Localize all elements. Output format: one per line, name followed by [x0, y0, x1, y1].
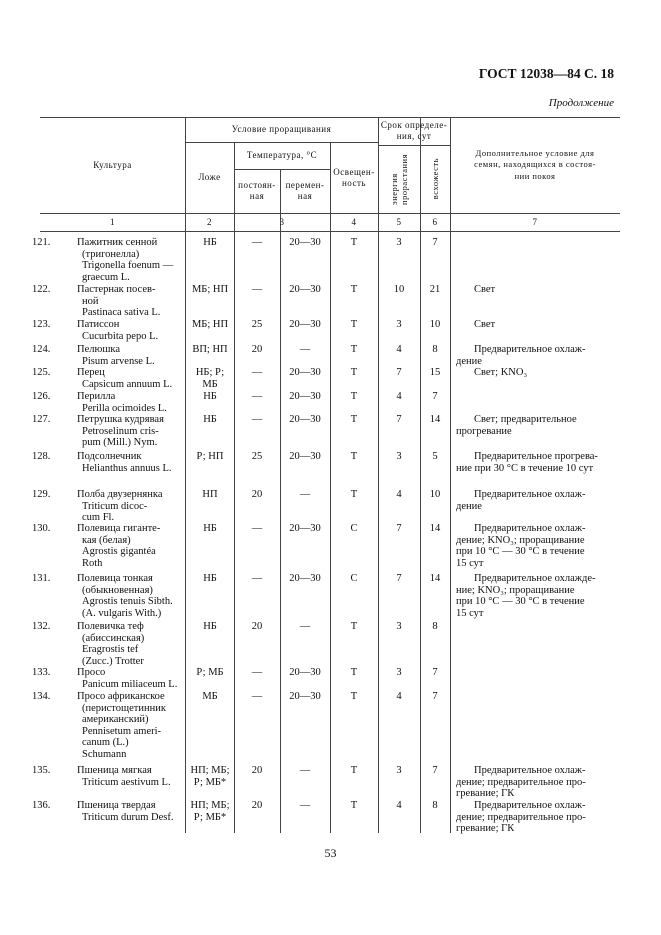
culture-cell	[32, 489, 185, 524]
additional-cell	[456, 284, 606, 296]
culture-line: ной	[82, 295, 99, 307]
row-number: 130.	[32, 523, 51, 534]
culture-cell	[32, 800, 185, 823]
temp-constant: —	[251, 367, 263, 378]
lighting-cell: Т	[350, 344, 358, 355]
culture-cell	[32, 765, 185, 788]
culture-line: (перистощетинник	[82, 702, 166, 714]
th-lighting: Освещен- ность	[333, 166, 375, 188]
th-germination: всхожесть	[430, 158, 440, 200]
temp-constant: —	[251, 573, 263, 584]
temp-constant: —	[251, 414, 263, 425]
additional-line: прогревание	[456, 425, 512, 437]
culture-line	[32, 691, 185, 703]
row-number: 127.	[32, 414, 51, 425]
energy-cell: 3	[396, 621, 402, 632]
row-number: 125.	[32, 367, 51, 378]
row-number: 124.	[32, 344, 51, 355]
germination-cell: 8	[432, 621, 438, 632]
culture-line	[32, 523, 185, 535]
temp-constant: 20	[251, 765, 263, 776]
additional-line: Предварительное охлаж-	[474, 523, 586, 534]
additional-line: Свет	[474, 319, 496, 330]
culture-cell	[32, 391, 185, 414]
temp-variable: 20—30	[289, 237, 321, 248]
row-number: 121.	[32, 237, 51, 248]
temp-variable: 20—30	[289, 451, 321, 462]
additional-line: Предварительное охлажде-	[474, 573, 596, 584]
culture-cell	[32, 691, 185, 761]
culture-cell	[32, 344, 185, 367]
culture-cell	[32, 573, 185, 619]
culture-line	[32, 284, 185, 296]
additional-cell	[456, 765, 606, 800]
culture-line: Petroselinum cris-	[82, 425, 159, 437]
colnum: 4	[351, 216, 357, 227]
bed-cell	[186, 621, 234, 633]
culture-cell	[32, 523, 185, 569]
th-temperature: Температура, °С	[246, 150, 318, 160]
germination-cell: 7	[432, 237, 438, 248]
culture-line: Pennisetum ameri-	[82, 725, 162, 737]
culture-name: Полба двузернянка	[77, 489, 163, 500]
bed-line: Р; МБ*	[193, 811, 227, 823]
culture-name: Пшеница твердая	[77, 800, 156, 811]
culture-line: Pisum arvense L.	[82, 355, 155, 367]
bed-line: НП; МБ;	[190, 765, 230, 776]
culture-name: Просо африканское	[77, 691, 165, 702]
culture-name: Перец	[77, 367, 105, 378]
additional-line: дение	[456, 500, 482, 512]
culture-cell	[32, 667, 185, 690]
colnum-bottom-rule	[40, 231, 620, 232]
bed-cell	[186, 237, 234, 249]
additional-line: 15 сут	[456, 607, 484, 619]
th-germination-cell	[420, 145, 450, 213]
germination-cell: 10	[429, 489, 441, 500]
row-number: 126.	[32, 391, 51, 402]
page-number: 53	[324, 846, 337, 860]
culture-line: Cucurbita pepo L.	[82, 330, 159, 342]
bed-line: НБ; Р;	[195, 367, 225, 378]
temp-variable: —	[299, 621, 311, 632]
culture-line: (A. vulgaris With.)	[82, 607, 162, 619]
temp-variable: —	[299, 765, 311, 776]
temp-variable: 20—30	[289, 414, 321, 425]
culture-line: кая (белая)	[82, 534, 131, 546]
germination-cell: 14	[429, 573, 441, 584]
row-number: 134.	[32, 691, 51, 702]
bed-cell	[186, 344, 234, 356]
temp-constant: 20	[251, 489, 263, 500]
bed-line: Р; МБ	[196, 667, 224, 678]
bed-cell	[186, 667, 234, 679]
bed-line: НБ	[203, 621, 217, 632]
culture-line	[32, 319, 185, 331]
additional-cell	[456, 414, 606, 437]
germination-cell: 10	[429, 319, 441, 330]
additional-line: Предварительное охлаж-	[474, 489, 586, 500]
culture-line	[32, 573, 185, 585]
culture-line: Triticum aestivum L.	[82, 776, 171, 788]
culture-cell	[32, 284, 185, 319]
additional-line: гревание; ГК	[456, 788, 515, 800]
additional-cell	[456, 523, 606, 569]
temp-variable: 20—30	[289, 367, 321, 378]
lighting-cell: Т	[350, 451, 358, 462]
energy-cell: 7	[396, 573, 402, 584]
additional-line: при 10 °С — 30 °С в течение	[456, 546, 585, 558]
additional-cell	[456, 489, 606, 512]
culture-name: Пелюшка	[77, 344, 121, 355]
culture-name: Пшеница мягкая	[77, 765, 152, 776]
th-variable: перемен- ная	[285, 180, 325, 201]
lighting-cell: Т	[350, 391, 358, 402]
bed-cell	[186, 391, 234, 403]
temp-constant: 20	[251, 800, 263, 811]
row-number: 122.	[32, 284, 51, 295]
temp-constant: —	[251, 523, 263, 534]
culture-line: pum (Mill.) Nym.	[82, 437, 158, 449]
additional-line: дение	[456, 355, 482, 367]
temp-constant: —	[251, 391, 263, 402]
culture-line: Perilla ocimoides L.	[82, 402, 167, 414]
energy-cell: 3	[396, 319, 402, 330]
additional-line: ние; KNO₃; проращивание	[456, 584, 575, 596]
culture-cell	[32, 319, 185, 342]
culture-name: Полевица гиганте-	[77, 523, 161, 534]
temp-variable: —	[299, 489, 311, 500]
temp-variable: 20—30	[289, 523, 321, 534]
germination-cell: 14	[429, 414, 441, 425]
culture-name: Полевичка теф	[77, 621, 144, 632]
culture-line: Pastinaca sativa L.	[82, 307, 161, 319]
temp-variable: —	[299, 344, 311, 355]
culture-line: Helianthus annuus L.	[82, 462, 172, 474]
temp-constant: 25	[251, 451, 263, 462]
th-culture: Культура	[93, 159, 132, 170]
bed-line: МБ	[202, 691, 218, 702]
germination-cell: 7	[432, 391, 438, 402]
additional-cell	[456, 344, 606, 367]
bed-cell	[186, 414, 234, 426]
culture-name: Патиссон	[77, 319, 120, 330]
energy-cell: 4	[396, 489, 402, 500]
col-rule	[280, 169, 281, 833]
colnum: 3	[279, 216, 285, 227]
culture-name: Перилла	[77, 391, 116, 402]
germination-cell: 8	[432, 800, 438, 811]
additional-line: Предварительное прогрева-	[474, 451, 598, 462]
lighting-cell: Т	[350, 800, 358, 811]
culture-name: Пажитник сенной	[77, 237, 158, 248]
germination-cell: 5	[432, 451, 438, 462]
germination-cell: 14	[429, 523, 441, 534]
lighting-cell: Т	[350, 765, 358, 776]
th-energy-cell	[378, 145, 420, 213]
germination-cell: 7	[432, 765, 438, 776]
culture-line: graecum L.	[82, 271, 130, 283]
culture-line: Capsicum annuum L.	[82, 378, 173, 390]
temp-variable: 20—30	[289, 391, 321, 402]
th-term: Срок определе- ния, сут	[380, 120, 448, 141]
additional-line: ние при 30 °С в течение 10 сут	[456, 462, 594, 474]
lighting-cell: Т	[350, 691, 358, 702]
energy-cell: 10	[393, 284, 405, 295]
additional-line: при 10 °С — 30 °С в течение	[456, 596, 585, 608]
bed-line: Р; НП	[196, 451, 224, 462]
culture-line	[32, 344, 185, 356]
additional-cell	[456, 800, 606, 835]
culture-line: Roth	[82, 557, 103, 569]
temp-variable: 20—30	[289, 667, 321, 678]
row-number: 128.	[32, 451, 51, 462]
bed-cell	[186, 691, 234, 703]
bed-cell	[186, 573, 234, 585]
bed-line: ВП; НП	[192, 344, 228, 355]
culture-line	[32, 367, 185, 379]
bed-cell	[186, 284, 234, 296]
row-number: 133.	[32, 667, 51, 678]
culture-line: Triticum durum Desf.	[82, 811, 174, 823]
temp-constant: —	[251, 284, 263, 295]
row-number: 129.	[32, 489, 51, 500]
bed-cell	[186, 451, 234, 463]
culture-name: Петрушка кудрявая	[77, 414, 164, 425]
culture-cell	[32, 367, 185, 390]
additional-line: Свет; предварительное	[474, 414, 577, 425]
energy-cell: 7	[396, 523, 402, 534]
temp-variable: 20—30	[289, 319, 321, 330]
lighting-cell: Т	[350, 367, 358, 378]
culture-line: (тригонелла)	[82, 248, 140, 260]
row-number: 131.	[32, 573, 51, 584]
energy-cell: 7	[396, 367, 402, 378]
temp-constant: 25	[251, 319, 263, 330]
bed-cell	[186, 367, 234, 390]
culture-line: canum (L.)	[82, 737, 129, 749]
culture-name: Просо	[77, 667, 106, 678]
bed-line: НП	[202, 489, 218, 500]
bed-line: НБ	[203, 523, 217, 534]
colnum: 6	[432, 216, 438, 227]
lighting-cell: Т	[350, 319, 358, 330]
culture-name: Полевица тонкая	[77, 573, 153, 584]
lighting-cell: Т	[350, 414, 358, 425]
culture-line: Triticum dicoc-	[82, 500, 148, 512]
bed-cell	[186, 765, 234, 788]
temp-constant: —	[251, 691, 263, 702]
energy-cell: 3	[396, 667, 402, 678]
continuation-label: Продолжение	[548, 97, 614, 109]
temp-constant: 20	[251, 344, 263, 355]
energy-cell: 3	[396, 451, 402, 462]
row-number: 136.	[32, 800, 51, 811]
row-number: 132.	[32, 621, 51, 632]
culture-cell	[32, 621, 185, 667]
bed-cell	[186, 489, 234, 501]
additional-line: 15 сут	[456, 557, 484, 569]
culture-line: cum Fl.	[82, 512, 115, 524]
colnum: 2	[207, 216, 212, 227]
temp-variable: 20—30	[289, 573, 321, 584]
additional-line: гревание; ГК	[456, 823, 515, 835]
culture-line	[32, 800, 185, 812]
culture-line: Eragrostis tef	[82, 644, 139, 656]
energy-cell: 3	[396, 765, 402, 776]
row-number: 123.	[32, 319, 51, 330]
bed-line: МБ; НП	[191, 319, 229, 330]
culture-line	[32, 414, 185, 426]
lighting-cell: Т	[350, 489, 358, 500]
culture-cell	[32, 237, 185, 283]
bed-cell	[186, 800, 234, 823]
additional-cell	[456, 367, 606, 379]
culture-line: Agrostis gigantéa	[82, 546, 156, 558]
temp-constant: 20	[251, 621, 263, 632]
lighting-cell: Т	[350, 284, 358, 295]
temp-constant: —	[251, 237, 263, 248]
culture-line: Trigonella foenum —	[82, 260, 174, 272]
culture-line	[32, 765, 185, 777]
culture-cell	[32, 414, 185, 449]
culture-line: американский)	[82, 714, 149, 726]
culture-line: Panicum miliaceum L.	[82, 678, 178, 690]
germination-cell: 7	[432, 691, 438, 702]
th-energy: энергия прорастания	[389, 153, 409, 205]
temp-variable: —	[299, 800, 311, 811]
th-bed: Ложе	[198, 172, 221, 182]
bed-line: НБ	[203, 237, 217, 248]
bed-cell	[186, 319, 234, 331]
doc-header: ГОСТ 12038—84 С. 18	[478, 66, 614, 81]
germination-cell: 7	[432, 667, 438, 678]
energy-cell: 4	[396, 344, 402, 355]
germination-cell: 21	[429, 284, 441, 295]
lighting-cell: Т	[350, 667, 358, 678]
additional-line: Свет; KNO₃	[474, 367, 528, 378]
culture-cell	[32, 451, 185, 474]
bed-line: НБ	[203, 391, 217, 402]
culture-line: (абиссинская)	[82, 632, 145, 644]
lighting-cell: С	[350, 523, 358, 534]
culture-name: Подсолнечник	[77, 451, 142, 462]
colnum: 7	[532, 216, 538, 227]
additional-line: Свет	[474, 284, 496, 295]
bed-line: НБ	[203, 573, 217, 584]
culture-line	[32, 621, 185, 633]
germination-cell: 15	[429, 367, 441, 378]
additional-cell	[456, 573, 606, 619]
energy-cell: 7	[396, 414, 402, 425]
colnum: 5	[396, 216, 402, 227]
culture-line	[32, 391, 185, 403]
bed-line: МБ	[202, 378, 218, 390]
energy-cell: 3	[396, 237, 402, 248]
additional-line: Предварительное охлаж-	[474, 800, 586, 811]
bed-line: НП; МБ;	[190, 800, 230, 811]
culture-line: Schumann	[82, 748, 127, 760]
additional-line: дение; предварительное про-	[456, 776, 586, 788]
bed-line: Р; МБ*	[193, 776, 227, 788]
lighting-cell: С	[350, 573, 358, 584]
additional-line: дение; KNO₃; проращивание	[456, 534, 585, 546]
culture-line: (обыкновенная)	[82, 584, 153, 596]
energy-cell: 4	[396, 391, 402, 402]
lighting-cell: Т	[350, 237, 358, 248]
lighting-cell: Т	[350, 621, 358, 632]
additional-cell	[456, 319, 606, 331]
row-number: 135.	[32, 765, 51, 776]
th-conditions: Условие проращивания	[231, 124, 332, 134]
bed-cell	[186, 523, 234, 535]
th-additional: Дополнительное условие для семян, находящихся в состоя- нии покоя	[474, 147, 596, 181]
culture-line	[32, 451, 185, 463]
temp-constant: —	[251, 667, 263, 678]
culture-line	[32, 489, 185, 501]
temp-variable: 20—30	[289, 284, 321, 295]
culture-line: (Zucc.) Trotter	[82, 655, 144, 667]
bed-line: НБ	[203, 414, 217, 425]
culture-name: Пастернак посев-	[77, 284, 156, 295]
additional-line: дение; предварительное про-	[456, 811, 586, 823]
additional-cell	[456, 451, 606, 474]
temp-variable: 20—30	[289, 691, 321, 702]
energy-cell: 4	[396, 691, 402, 702]
additional-line: Предварительное охлаж-	[474, 344, 586, 355]
energy-cell: 4	[396, 800, 402, 811]
culture-line: Agrostis tenuis Sibth.	[82, 596, 173, 608]
culture-line	[32, 237, 185, 249]
colnum: 1	[110, 216, 115, 227]
th-constant: постоян- ная	[238, 180, 276, 201]
additional-line: Предварительное охлаж-	[474, 765, 586, 776]
germination-cell: 8	[432, 344, 438, 355]
bed-line: МБ; НП	[191, 284, 229, 295]
culture-line	[32, 667, 185, 679]
